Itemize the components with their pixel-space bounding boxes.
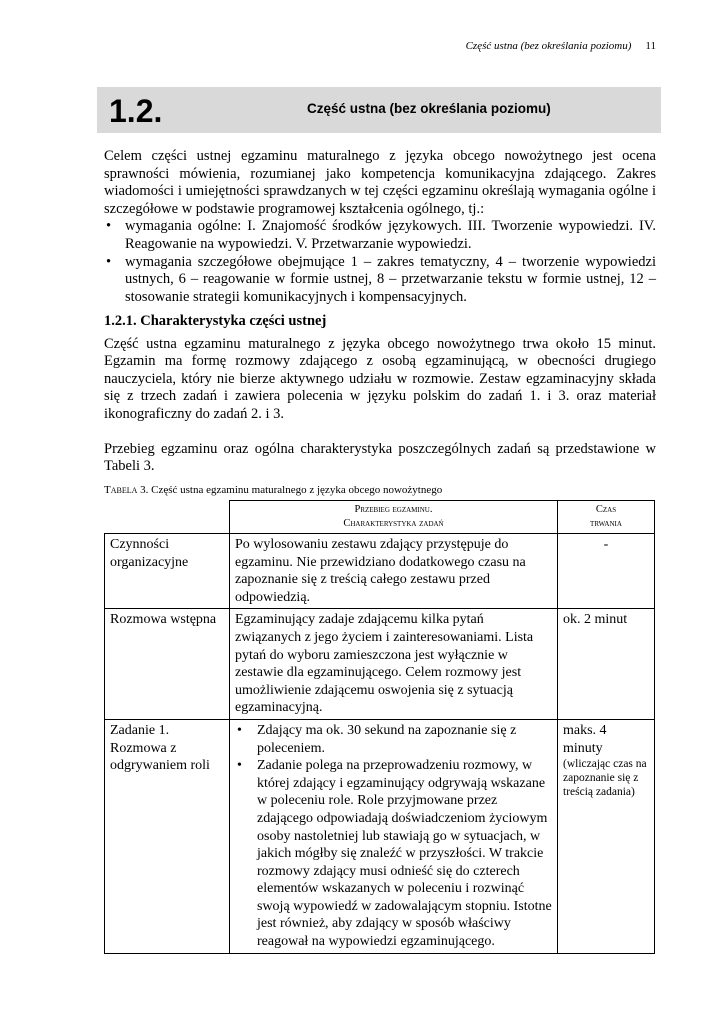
intro-paragraph: Celem części ustnej egzaminu maturalnego z języka obcego nowożytnego jest ocena sprawności mówienia, rozumianej jako kompetencja komunikacyjna zdającego. Zakres wiadomości i umiejętności sprawdzanych w tej części egzaminu określają wymagania ogólne i szczegółowe w podstawie programowej kształcenia ogólnego, tj.: — [104, 148, 656, 217]
row-description: Po wylosowaniu zestawu zdający przystępuje do egzaminu. Nie przewidziano dodatkowego czasu na zapoznanie się z treścią całego zestawu przed odpowiedzią. — [230, 534, 558, 609]
list-item: • Zdający ma ok. 30 sekund na zapoznanie się z poleceniem. — [235, 722, 552, 757]
subsection-paragraph-2: Przebieg egzaminu oraz ogólna charakterystyka poszczególnych zadań są przedstawione w Tabeli 3. — [104, 440, 656, 475]
running-title: Część ustna (bez określania poziomu) — [465, 40, 632, 52]
row-description — [230, 719, 558, 953]
table-row — [105, 719, 655, 953]
requirements-list — [104, 218, 656, 306]
row-time — [558, 719, 655, 953]
list-item: • Zadanie polega na przeprowadzeniu rozmowy, w której zdający i egzaminujący odgrywają wskazane w poleceniu role. Role przyjmowane przez zdającego odpowiadają doświadczeniom życiowym osoby nastoletniej lub stawiają go w sytuacjach, w jakich mógłby się znaleźć w przyszłości. W trakcie rozmowy zdający musi odnieść się do czterech elementów wskazanych w poleceniu i rozwinąć swoją wypowiedź w zadowalającym stopniu. Istotne jest również, aby zdający w sposób właściwy reagował na wypowiedzi egzaminującego. — [235, 757, 552, 951]
row-description: Egzaminujący zadaje zdającemu kilka pytań związanych z jego życiem i zainteresowaniami. Lista pytań do wyboru zamieszczona jest wyłącznie w zestawie dla egzaminującego. Celem rozmowy jest umożliwienie zdającemu oswojenia się z sytuacją egzaminacyjną. — [230, 609, 558, 720]
list-item: • wymagania ogólne: I. Znajomość środków językowych. III. Tworzenie wypowiedzi. IV. Reagowanie na wypowiedzi. V. Przetwarzanie wypowiedzi. — [104, 218, 656, 253]
table-caption-text: Część ustna egzaminu maturalnego z języka obcego nowożytnego — [151, 484, 443, 496]
intro-block — [104, 148, 656, 306]
section-title: Część ustna (bez określania poziomu) — [307, 101, 551, 116]
running-header — [400, 40, 656, 52]
section-heading-bar — [97, 87, 661, 133]
row-time-value: maks. 4 minuty — [563, 722, 607, 756]
page-number: 11 — [645, 40, 656, 52]
table-header-row — [105, 501, 655, 534]
header-description: Przebieg egzaminu. Charakterystyka zadań — [230, 501, 558, 534]
table-row — [105, 534, 655, 609]
row-time: ok. 2 minut — [558, 609, 655, 720]
subsection-block — [104, 313, 656, 476]
table-row — [105, 609, 655, 720]
header-empty-cell — [105, 501, 230, 534]
table-caption — [104, 482, 656, 500]
section-number: 1.2. — [109, 93, 163, 129]
row-label: Rozmowa wstępna — [105, 609, 230, 720]
subsection-paragraph-1: Część ustna egzaminu maturalnego z języka obcego nowożytnego trwa około 15 minut. Egzamin ma formę rozmowy zdającego z osobą egzaminującą, w obecności drugiego nauczyciela, który nie bierze aktywnego udziału w rozmowie. Zestaw egzaminacyjny składa się z trzech zadań i zawiera polecenia w języku polskim do zadań 1. i 3. oraz materiał ikonograficzny do zadań 2. i 3. — [104, 335, 656, 422]
row-time: - — [558, 534, 655, 609]
row-label: Zadanie 1. Rozmowa z odgrywaniem roli — [105, 719, 230, 953]
task-bullet-list — [235, 722, 552, 951]
exam-table — [104, 500, 655, 954]
row-label: Czynności organizacyjne — [105, 534, 230, 609]
header-time: Czas trwania — [558, 501, 655, 534]
row-time-note: (wliczając czas na zapoznanie się z treścią zadania) — [563, 758, 647, 799]
list-item: • wymagania szczegółowe obejmujące 1 – zakres tematyczny, 4 – tworzenie wypowiedzi ustnych, 6 – reagowanie w formie ustnej, 8 – przetwarzanie tekstu w formie ustnej, 12 – stosowanie strategii komunikacyjnych i kompensacyjnych. — [104, 254, 656, 307]
subsection-heading: 1.2.1. Charakterystyka części ustnej — [104, 313, 327, 329]
table-caption-label: Tabela 3. — [104, 484, 149, 496]
